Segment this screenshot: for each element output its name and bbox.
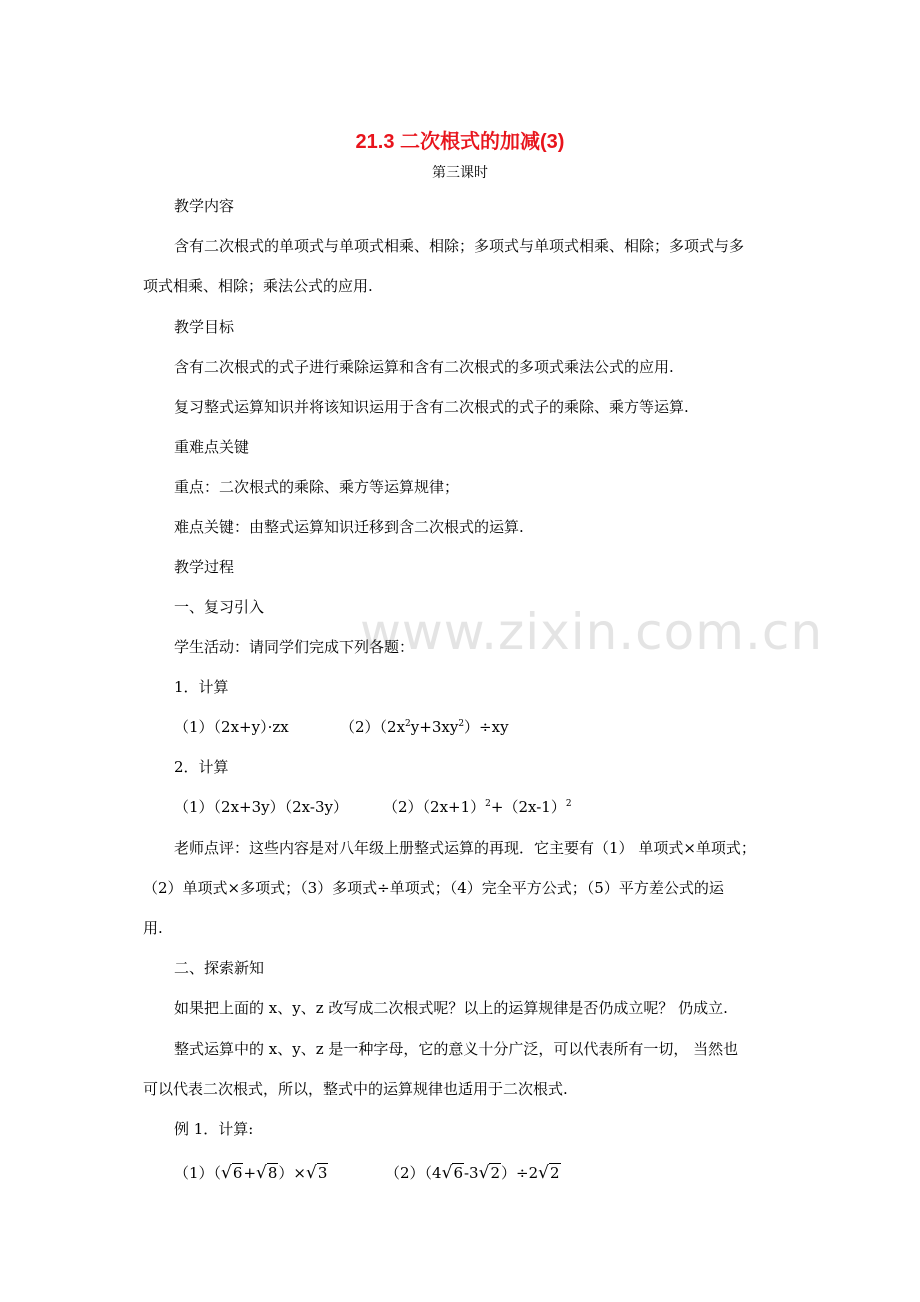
sqrt-symbol: √2: [478, 1163, 500, 1183]
content-paragraph-line2: 项式相乘、相除；乘法公式的应用.: [143, 277, 373, 295]
sqrt-symbol: √2: [538, 1163, 560, 1183]
watermark: www.zixin.com.cn: [360, 603, 824, 661]
student-activity: 学生活动：请同学们完成下列各题：: [174, 638, 415, 656]
sqrt-symbol: √6: [221, 1163, 243, 1183]
content-heading: 教学内容: [174, 197, 235, 215]
comment-line1: 老师点评：这些内容是对八年级上册整式运算的再现．它主要有（1） 单项式×单项式；: [174, 839, 756, 857]
question-1b: $(2)(2x^2y+3xy^2)\div xy$: [340, 718, 509, 736]
explore-paragraph-1: 如果把上面的 x、y、z 改写成二次根式呢？以上的运算规律是否仍成立呢？ 仍成立.: [174, 999, 728, 1017]
question-2a: （1）（2x+3y）（2x-3y）: [174, 798, 348, 816]
review-heading: 一、复习引入: [174, 598, 265, 616]
key-paragraph-2: 难点关键：由整式运算知识迁移到含二次根式的运算.: [174, 518, 524, 536]
key-heading: 重难点关键: [174, 438, 250, 456]
goals-paragraph-1: 含有二次根式的式子进行乘除运算和含有二次根式的多项式乘法公式的应用.: [174, 358, 674, 376]
question-2-label: 2．计算: [174, 758, 229, 776]
process-heading: 教学过程: [174, 558, 235, 576]
sqrt-symbol: √6: [441, 1163, 463, 1183]
goals-heading: 教学目标: [174, 318, 235, 336]
comment-line2: （2）单项式×多项式；（3）多项式÷单项式；（4）完全平方公式；（5）平方差公式的运: [143, 879, 724, 897]
explore-heading: 二、探索新知: [174, 959, 265, 977]
question-2b: $(2)(2x+1)^2+(2x-1)^2$: [383, 798, 572, 816]
content-paragraph-line1: 含有二次根式的单项式与单项式相乘、相除；多项式与单项式相乘、相除；多项式与多: [174, 237, 745, 255]
page-title: 21.3 二次根式的加减(3): [355, 131, 565, 153]
page-subtitle: 第三课时: [432, 165, 488, 181]
goals-paragraph-2: 复习整式运算知识并将该知识运用于含有二次根式的式子的乘除、乘方等运算.: [174, 398, 689, 416]
example-1-label: 例 1．计算:: [174, 1120, 254, 1138]
explore-paragraph-2-line2: 可以代表二次根式，所以，整式中的运算规律也适用于二次根式.: [143, 1080, 568, 1098]
example-1b: （2）（4√6-3√2）÷2√2: [385, 1163, 560, 1183]
comment-line3: 用.: [143, 919, 163, 937]
key-paragraph-1: 重点：二次根式的乘除、乘方等运算规律；: [174, 478, 460, 496]
explore-paragraph-2-line1: 整式运算中的 x、y、z 是一种字母，它的意义十分广泛，可以代表所有一切， 当然也: [174, 1040, 739, 1058]
question-1a: （1）（2x+y）·zx: [174, 718, 289, 736]
question-1-label: 1．计算: [174, 678, 229, 696]
sqrt-symbol: √8: [256, 1163, 278, 1183]
example-1a: （1）（√6+√8）×√3: [174, 1163, 328, 1183]
sqrt-symbol: √3: [305, 1163, 328, 1183]
